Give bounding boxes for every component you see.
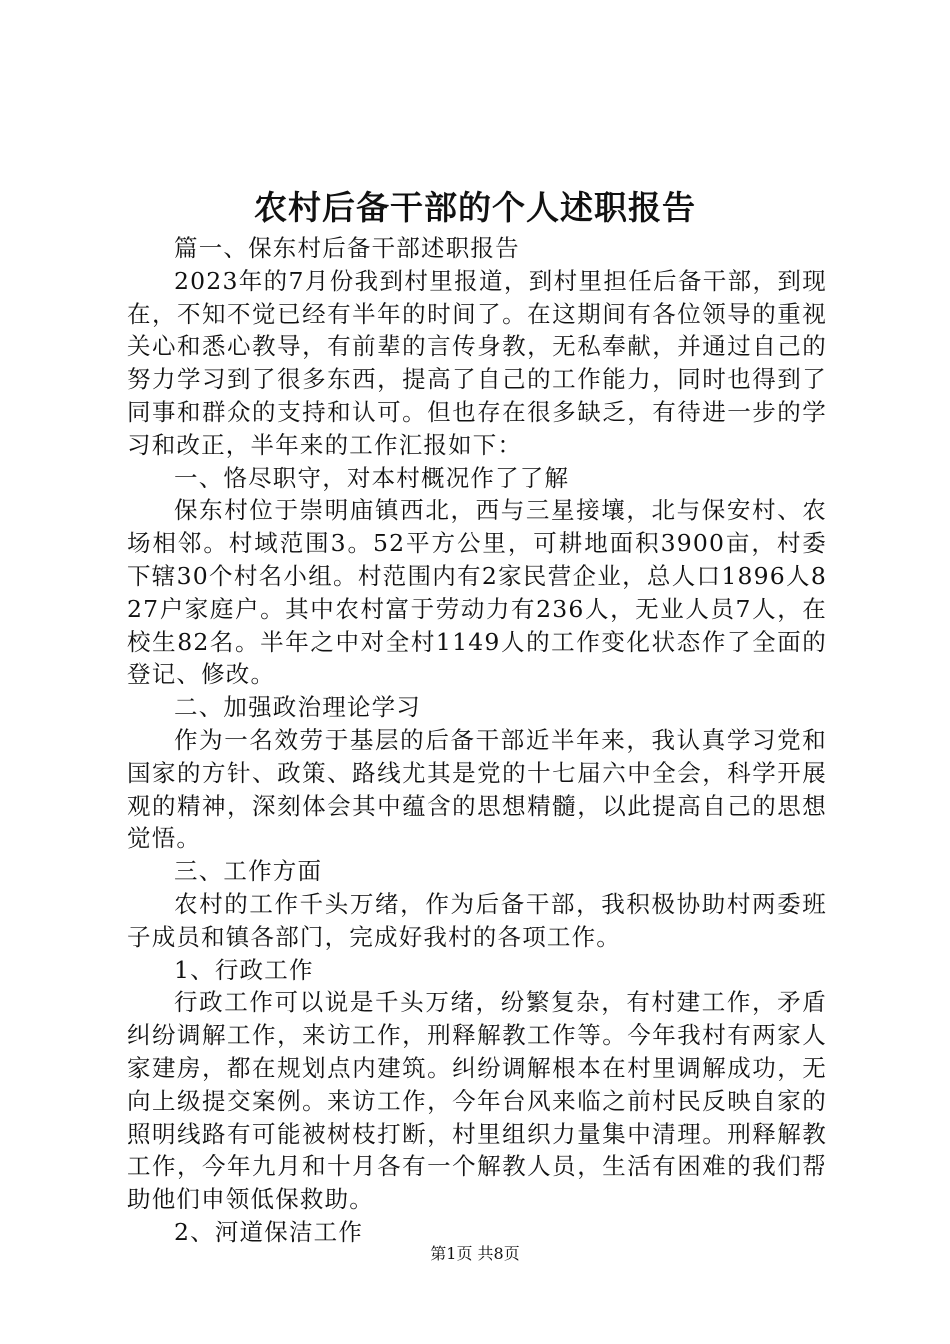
section-heading: 三、工作方面 <box>174 857 323 886</box>
section-heading: 二、加强政治理论学习 <box>174 693 421 722</box>
section-heading: 篇一、保东村后备干部述职报告 <box>174 234 520 262</box>
document-body <box>127 232 827 1249</box>
page-footer: 第1页 共8页 <box>430 1244 520 1263</box>
body-paragraph: 2023年的7月份我到村里报道，到村里担任后备干部，到现在，不知不觉已经有半年的时间了。在这期间有各位领导的重视关心和悉心教导，有前辈的言传身教，无私奉献，并通过自己的努力学习到了很多东西，提高了自己的工作能力，同时也得到了同事和群众的支持和认可。但也存在很多缺乏，有待进一步的学习和改正，半年来的工作汇报如下： <box>127 266 827 459</box>
body-paragraph: 农村的工作千头万绪，作为后备干部，我积极协助村两委班子成员和镇各部门，完成好我村的各项工作。 <box>127 889 827 951</box>
section-heading: 一、恪尽职守，对本村概况作了了解 <box>174 463 570 492</box>
body-paragraph: 保东村位于崇明庙镇西北，西与三星接壤，北与保安村、农场相邻。村域范围3。52平方公里，可耕地面积3900亩，村委下辖30个村名小组。村范围内有2家民营企业，总人口1896人827户家庭户。其中农村富于劳动力有236人，无业人员7人，在校生82名。半年之中对全村1149人的工作变化状态作了全面的登记、修改。 <box>127 496 827 689</box>
subsection-heading: 1、行政工作 <box>174 955 314 984</box>
subsection-heading: 2、河道保洁工作 <box>174 1217 364 1246</box>
document-title: 农村后备干部的个人述职报告 <box>254 188 696 227</box>
body-paragraph: 行政工作可以说是千头万绪，纷繁复杂，有村建工作，矛盾纠纷调解工作，来访工作，刑释解教工作等。今年我村有两家人家建房，都在规划点内建筑。纠纷调解根本在村里调解成功，无向上级提交案例。来访工作，今年台风来临之前村民反映自家的照明线路有可能被树枝打断，村里组织力量集中清理。刑释解教工作，今年九月和十月各有一个解教人员，生活有困难的我们帮助他们申领低保救助。 <box>127 988 827 1214</box>
body-paragraph: 作为一名效劳于基层的后备干部近半年来，我认真学习党和国家的方针、政策、路线尤其是党的十七届六中全会，科学开展观的精神，深刻体会其中蕴含的思想精髓，以此提高自己的思想觉悟。 <box>127 725 827 853</box>
